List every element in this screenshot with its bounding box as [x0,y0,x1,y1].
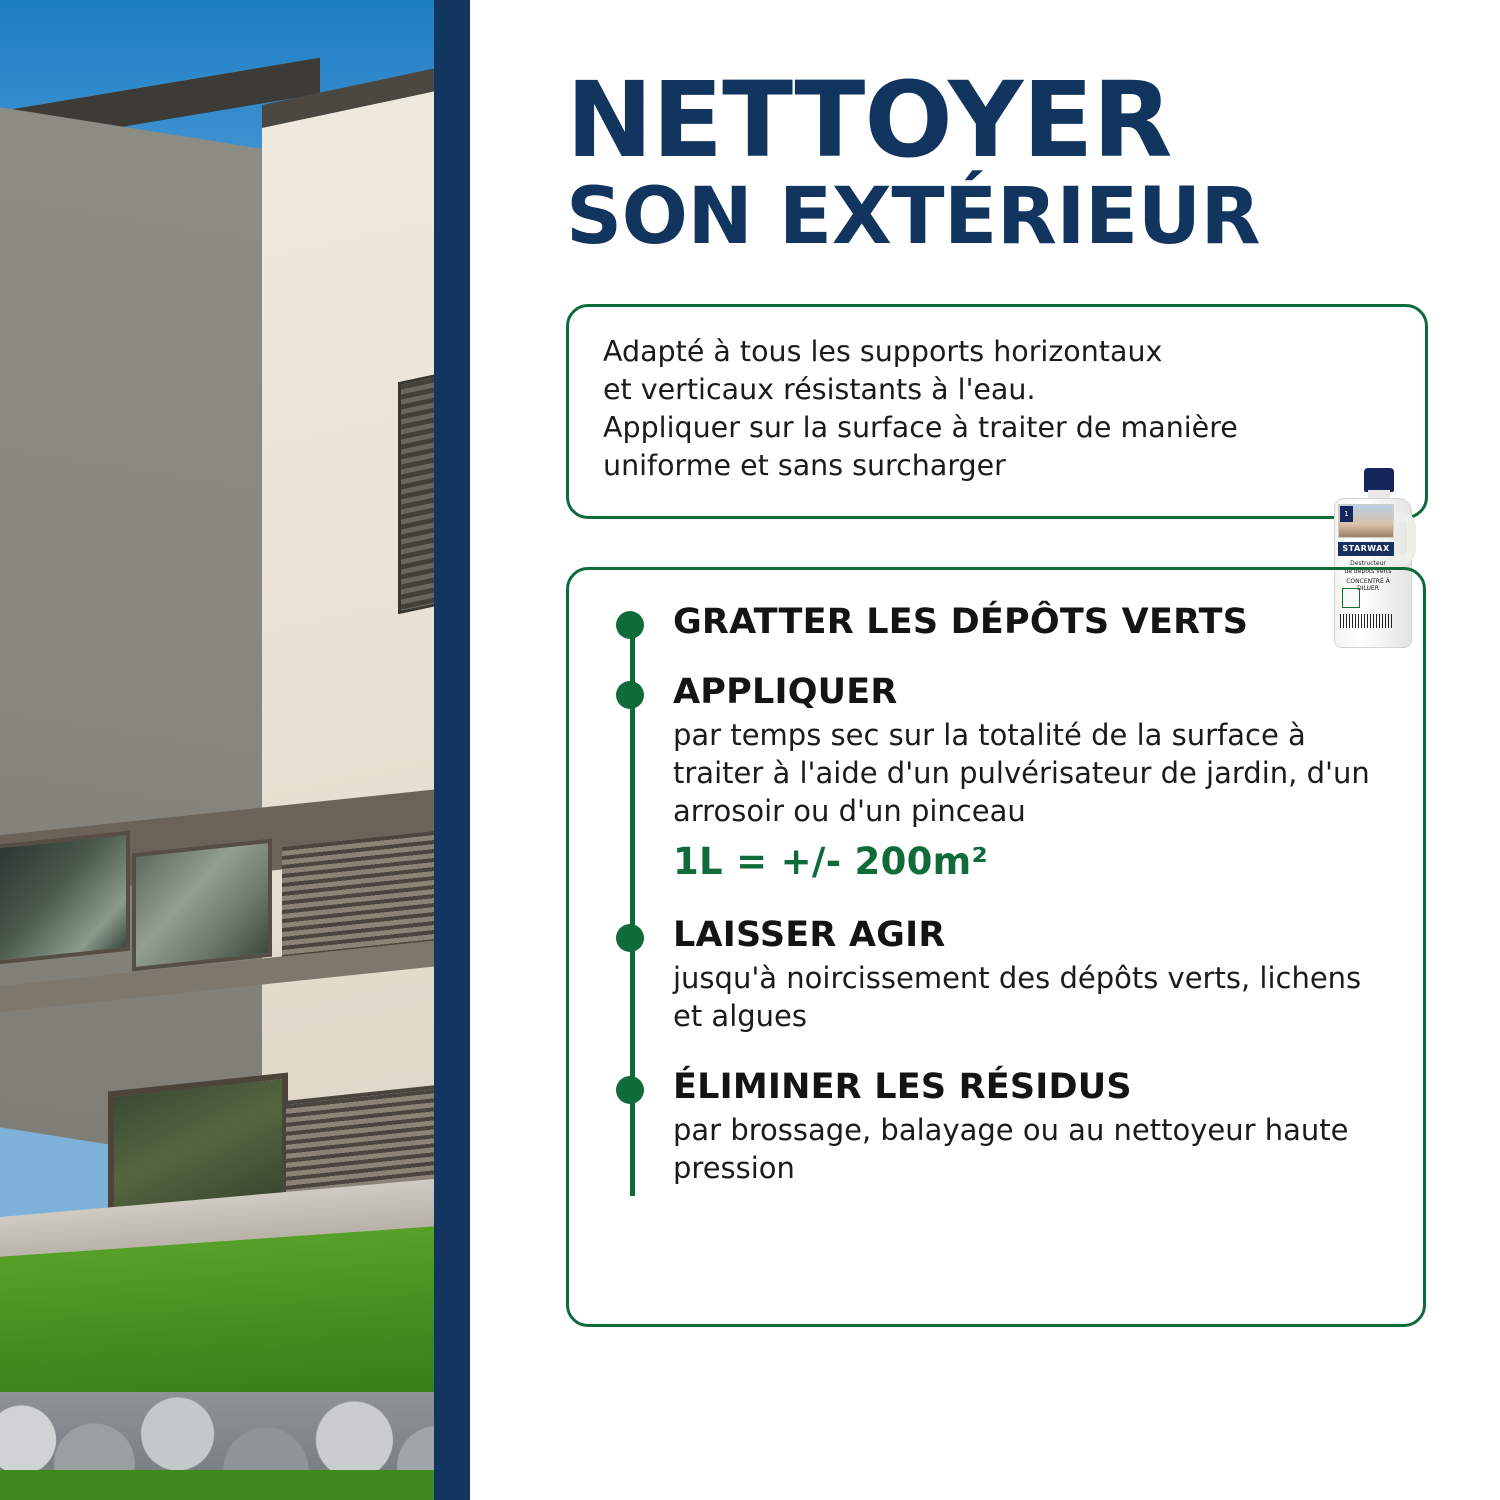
product-name-line3: CONCENTRÉ À DILUER [1346,578,1390,592]
steps-box [566,567,1426,1327]
intro-line-2: et verticaux résistants à l'eau. [603,373,1036,407]
step-dot-icon [616,611,644,639]
building-left-facade [0,98,270,1170]
step-item [603,674,1393,883]
step-title: GRATTER LES DÉPÔTS VERTS [673,601,1249,642]
step-dot-icon [616,1076,644,1104]
intro-line-1: Adapté à tous les supports horizontaux [603,334,1163,368]
page-subtitle: SON EXTÉRIEUR [566,171,1261,262]
dose-badge: 1 [1340,506,1353,522]
intro-line-3: Appliquer sur la surface à traiter de manière [603,411,1238,445]
product-name-line2: de dépôts verts [1344,568,1392,575]
hero-photo [0,0,470,1500]
step-dot-icon [616,681,644,709]
step-item [603,601,1393,642]
product-name-line1: Destructeur [1350,560,1386,567]
page-title: NETTOYER [566,59,1172,181]
step-body: par brossage, balayage ou au nettoyeur haute pression [673,1113,1349,1185]
bottle-cap [1364,468,1394,492]
lawn-bottom [0,1470,470,1500]
step-item [603,917,1393,1035]
content-panel [470,0,1500,1500]
step-dot-icon [616,924,644,952]
intro-box [566,304,1428,519]
step-title: APPLIQUER [673,672,898,713]
step-title: ÉLIMINER LES RÉSIDUS [673,1067,1132,1108]
step-body: jusqu'à noircissement des dépôts verts, lichens et algues [673,960,1362,1033]
step-body: par temps sec sur la totalité de la surface à traiter à l'aide d'un pulvérisateur de jardin, d'un arrosoir ou d'un pinceau [673,718,1370,828]
intro-line-4: uniforme et sans surcharger [603,449,1006,483]
step-item [603,1069,1393,1187]
navy-divider-stripe [434,0,470,1500]
window-glass-center [132,839,272,972]
coverage-value: 1L = +/- 200m² [673,840,989,884]
step-title: LAISSER AGIR [673,915,946,956]
window-glass-left [0,831,130,966]
brand-label: STARWAX [1338,542,1394,556]
